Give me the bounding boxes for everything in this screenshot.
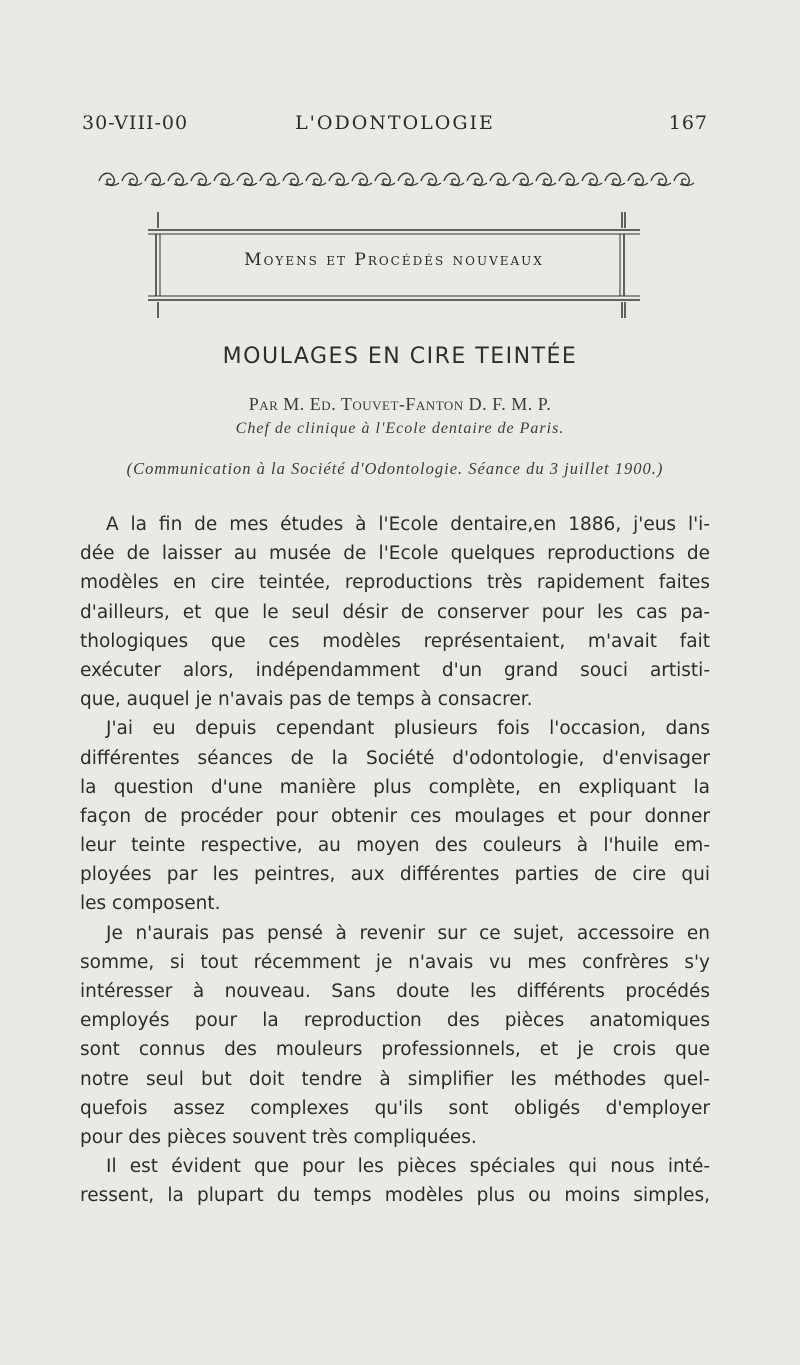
body-line: employés pour la reproduction des pièces anatomiques: [80, 1010, 710, 1032]
author-affiliation: Chef de clinique à l'Ecole dentaire de Paris.: [235, 420, 565, 437]
body-line: Je n'aurais pas pensé à revenir sur ce sujet, accessoire en: [106, 922, 710, 944]
body-line: dée de laisser au musée de l'Ecole quelques reproductions de: [80, 543, 710, 565]
body-line: exécuter alors, indépendamment d'un grand souci artisti-: [80, 659, 710, 681]
body-line: sont connus des mouleurs professionnels, et je crois que: [80, 1039, 710, 1061]
body-line: les composent.: [80, 893, 221, 915]
body-line: leur teinte respective, au moyen des couleurs à l'huile em-: [80, 835, 710, 857]
section-heading-box: [148, 212, 640, 322]
body-line: intéresser à nouveau. Sans doute les différents procédés: [80, 981, 710, 1002]
body-line: Il est évident que pour les pièces spéciales qui nous inté-: [106, 1156, 710, 1178]
body-line: somme, si tout récemment je n'avais vu mes confrères s'y: [80, 951, 710, 973]
body-line: ployées par les peintres, aux différentes parties de cire qui: [80, 864, 710, 886]
body-line: quefois assez complexes qu'ils sont obligés d'employer: [80, 1097, 710, 1119]
journal-name: L'ODONTOLOGIE: [295, 112, 495, 134]
body-line: différentes séances de la Société d'odontologie, d'envisager: [80, 747, 710, 769]
body-line: modèles en cire teintée, reproductions très rapidement faites: [80, 572, 710, 594]
decorative-ornament-band: [95, 166, 695, 188]
body-line: J'ai eu depuis cependant plusieurs fois l'occasion, dans: [106, 718, 710, 740]
page-number: 167: [668, 112, 708, 134]
body-line: d'ailleurs, et que le seul désir de conserver pour les cas pa-: [80, 601, 710, 623]
body-line: notre seul but doit tendre à simplifier les méthodes quel-: [80, 1068, 710, 1090]
body-line: que, auquel je n'avais pas de temps à consacrer.: [80, 689, 533, 711]
issue-date: 30-VIII-00: [82, 112, 189, 134]
article-author: Par M. Ed. Touvet-Fanton D. F. M. P.: [248, 394, 552, 414]
body-line: ressent, la plupart du temps modèles plus ou moins simples,: [80, 1185, 710, 1207]
body-line: façon de procéder pour obtenir ces moulages et pour donner: [80, 805, 710, 827]
communication-note: (Communication à la Société d'Odontologie. Séance du 3 juillet 1900.): [126, 459, 664, 478]
article-body: [80, 510, 710, 1211]
body-line: thologiques que ces modèles représentaient, m'avait fait: [80, 630, 710, 652]
section-title: Moyens et Procédés nouveaux: [244, 250, 544, 270]
running-head: [82, 112, 708, 142]
body-line: pour des pièces souvent très compliquées.: [80, 1126, 477, 1148]
body-line: la question d'une manière plus complète, en expliquant la: [80, 776, 710, 798]
article-title: MOULAGES EN CIRE TEINTÉE: [222, 344, 578, 369]
body-line: A la fin de mes études à l'Ecole dentaire,en 1886, j'eus l'i-: [106, 514, 710, 535]
